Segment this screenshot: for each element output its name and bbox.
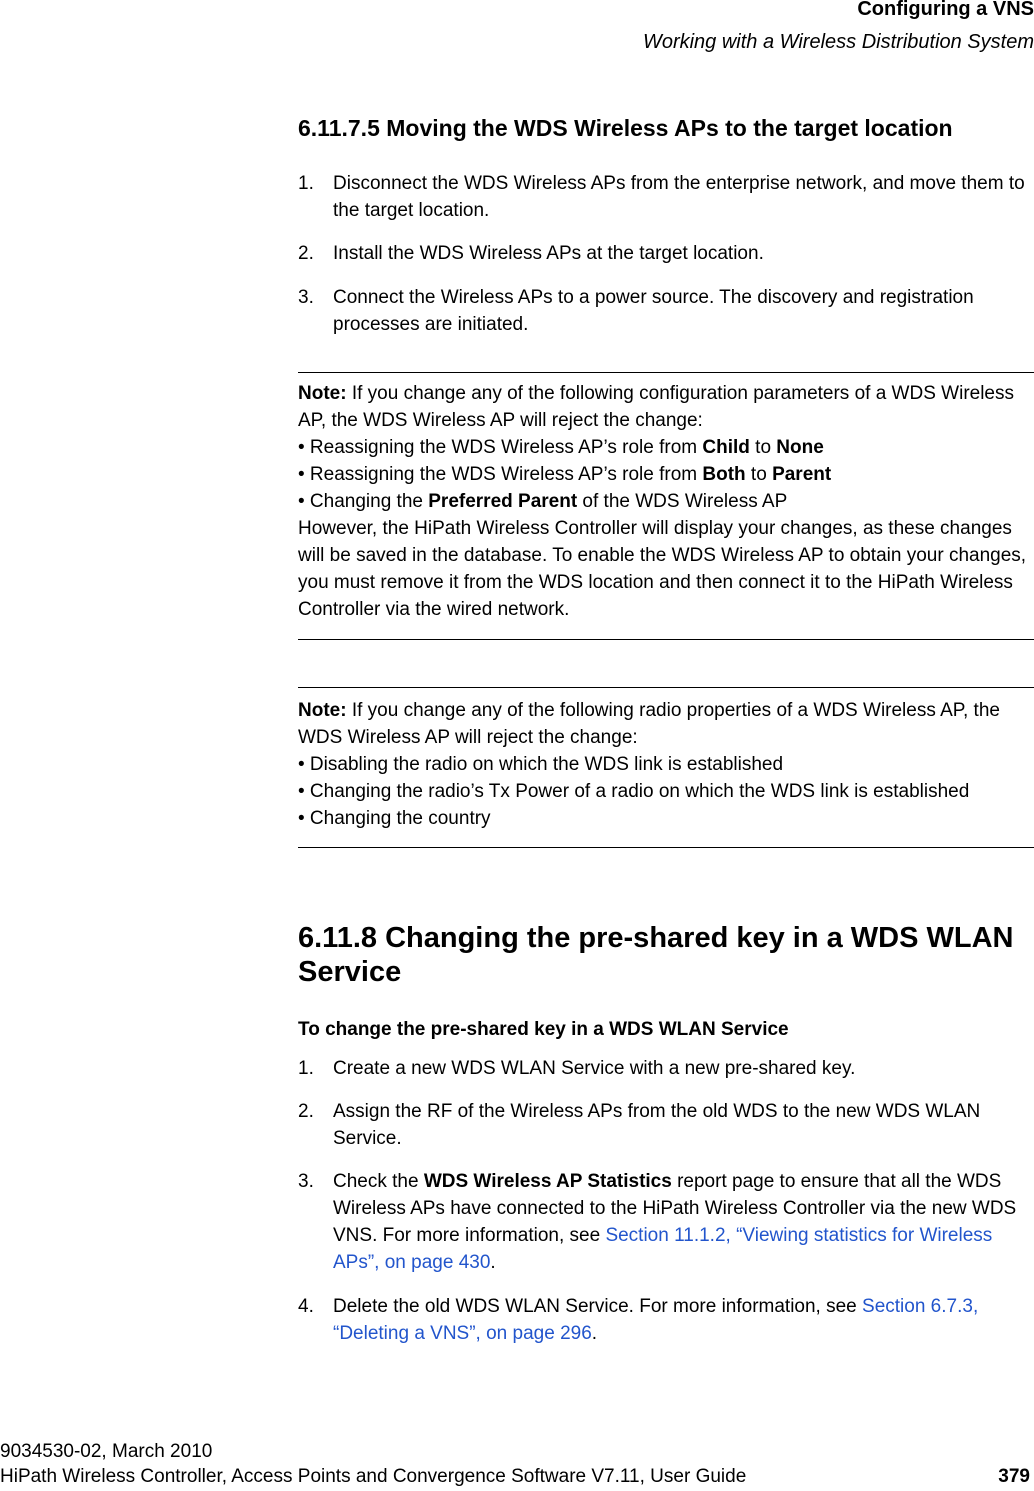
- section-heading: 6.11.8 Changing the pre-shared key in a WDS WLAN Service: [298, 922, 1014, 988]
- page-number: 379: [998, 1466, 1030, 1487]
- note-label: Note:: [298, 700, 347, 721]
- list-item: [298, 240, 1032, 267]
- note-bullet: • Reassigning the WDS Wireless AP’s role from Child to None: [298, 437, 824, 458]
- step-number: 3.: [298, 287, 314, 308]
- step-number: 1.: [298, 1058, 314, 1079]
- report-page-name: WDS Wireless AP Statistics: [423, 1171, 672, 1192]
- note-bullet: • Disabling the radio on which the WDS link is established: [298, 754, 784, 775]
- list-item: [298, 1168, 1032, 1276]
- step-text: Disconnect the WDS Wireless APs from the enterprise network, and move them to the target location.: [333, 173, 1025, 221]
- note-intro: Note: If you change any of the following radio properties of a WDS Wireless AP, the WDS Wireless AP will reject the change:: [298, 700, 1000, 748]
- cross-reference-link[interactable]: Section 6.7.3, “Deleting a VNS”, on page 296: [333, 1296, 979, 1344]
- list-item: [298, 1098, 1032, 1152]
- list-item: [298, 1055, 1032, 1082]
- note-box-radio-properties: [298, 687, 1034, 848]
- step-number: 3.: [298, 1171, 314, 1192]
- step-text: Assign the RF of the Wireless APs from the old WDS to the new WDS WLAN Service.: [333, 1101, 981, 1149]
- note-closing: However, the HiPath Wireless Controller will display your changes, as these changes will be saved in the database. To enable the WDS Wireless AP to obtain your changes, you must remove it from the WDS location and then connect it to the HiPath Wireless Controller via the wired network.: [298, 518, 1027, 620]
- step-text: Check the WDS Wireless AP Statistics report page to ensure that all the WDS Wireless APs have connected to the HiPath Wireless Controller via the new WDS VNS. For more information, see Section 11.1.2, “Viewing statistics for Wireless APs”, on page 430.: [333, 1171, 1017, 1273]
- running-header-section: Working with a Wireless Distribution System: [642, 31, 1034, 53]
- note-bullet: • Reassigning the WDS Wireless AP’s role from Both to Parent: [298, 464, 832, 485]
- section-6-11-7-5-heading-wrap: [298, 114, 1032, 142]
- list-item: [298, 1293, 1032, 1347]
- step-text: Connect the Wireless APs to a power source. The discovery and registration processes are initiated.: [333, 287, 974, 335]
- step-number: 2.: [298, 1101, 314, 1122]
- list-item: [298, 284, 1032, 338]
- note-box-config-parameters: [298, 372, 1034, 640]
- footer-doc-id: 9034530-02, March 2010: [0, 1441, 213, 1462]
- step-number: 1.: [298, 173, 314, 194]
- note-label: Note:: [298, 383, 347, 404]
- section-heading: 6.11.7.5 Moving the WDS Wireless APs to the target location: [298, 115, 953, 141]
- section-6-11-8-heading-wrap: [298, 921, 1034, 989]
- list-item: [298, 170, 1032, 224]
- step-number: 2.: [298, 243, 314, 264]
- step-number: 4.: [298, 1296, 314, 1317]
- cross-reference-link[interactable]: Section 11.1.2, “Viewing statistics for Wireless APs”, on page 430: [333, 1225, 993, 1273]
- note-bullet: • Changing the country: [298, 808, 491, 829]
- running-header-chapter: Configuring a VNS: [857, 0, 1034, 20]
- procedure-title: To change the pre-shared key in a WDS WLAN Service: [298, 1019, 789, 1040]
- step-text: Create a new WDS WLAN Service with a new pre-shared key.: [333, 1058, 856, 1079]
- step-text: Delete the old WDS WLAN Service. For more information, see Section 6.7.3, “Deleting a VNS”, on page 296.: [333, 1296, 979, 1344]
- step-text: Install the WDS Wireless APs at the target location.: [333, 243, 764, 264]
- note-intro: Note: If you change any of the following configuration parameters of a WDS Wireless AP, the WDS Wireless AP will reject the change:: [298, 383, 1015, 431]
- note-bullet: • Changing the radio’s Tx Power of a radio on which the WDS link is established: [298, 781, 970, 802]
- footer-doc-title: HiPath Wireless Controller, Access Points and Convergence Software V7.11, User Guide: [0, 1466, 747, 1487]
- note-bullet: • Changing the Preferred Parent of the WDS Wireless AP: [298, 491, 788, 512]
